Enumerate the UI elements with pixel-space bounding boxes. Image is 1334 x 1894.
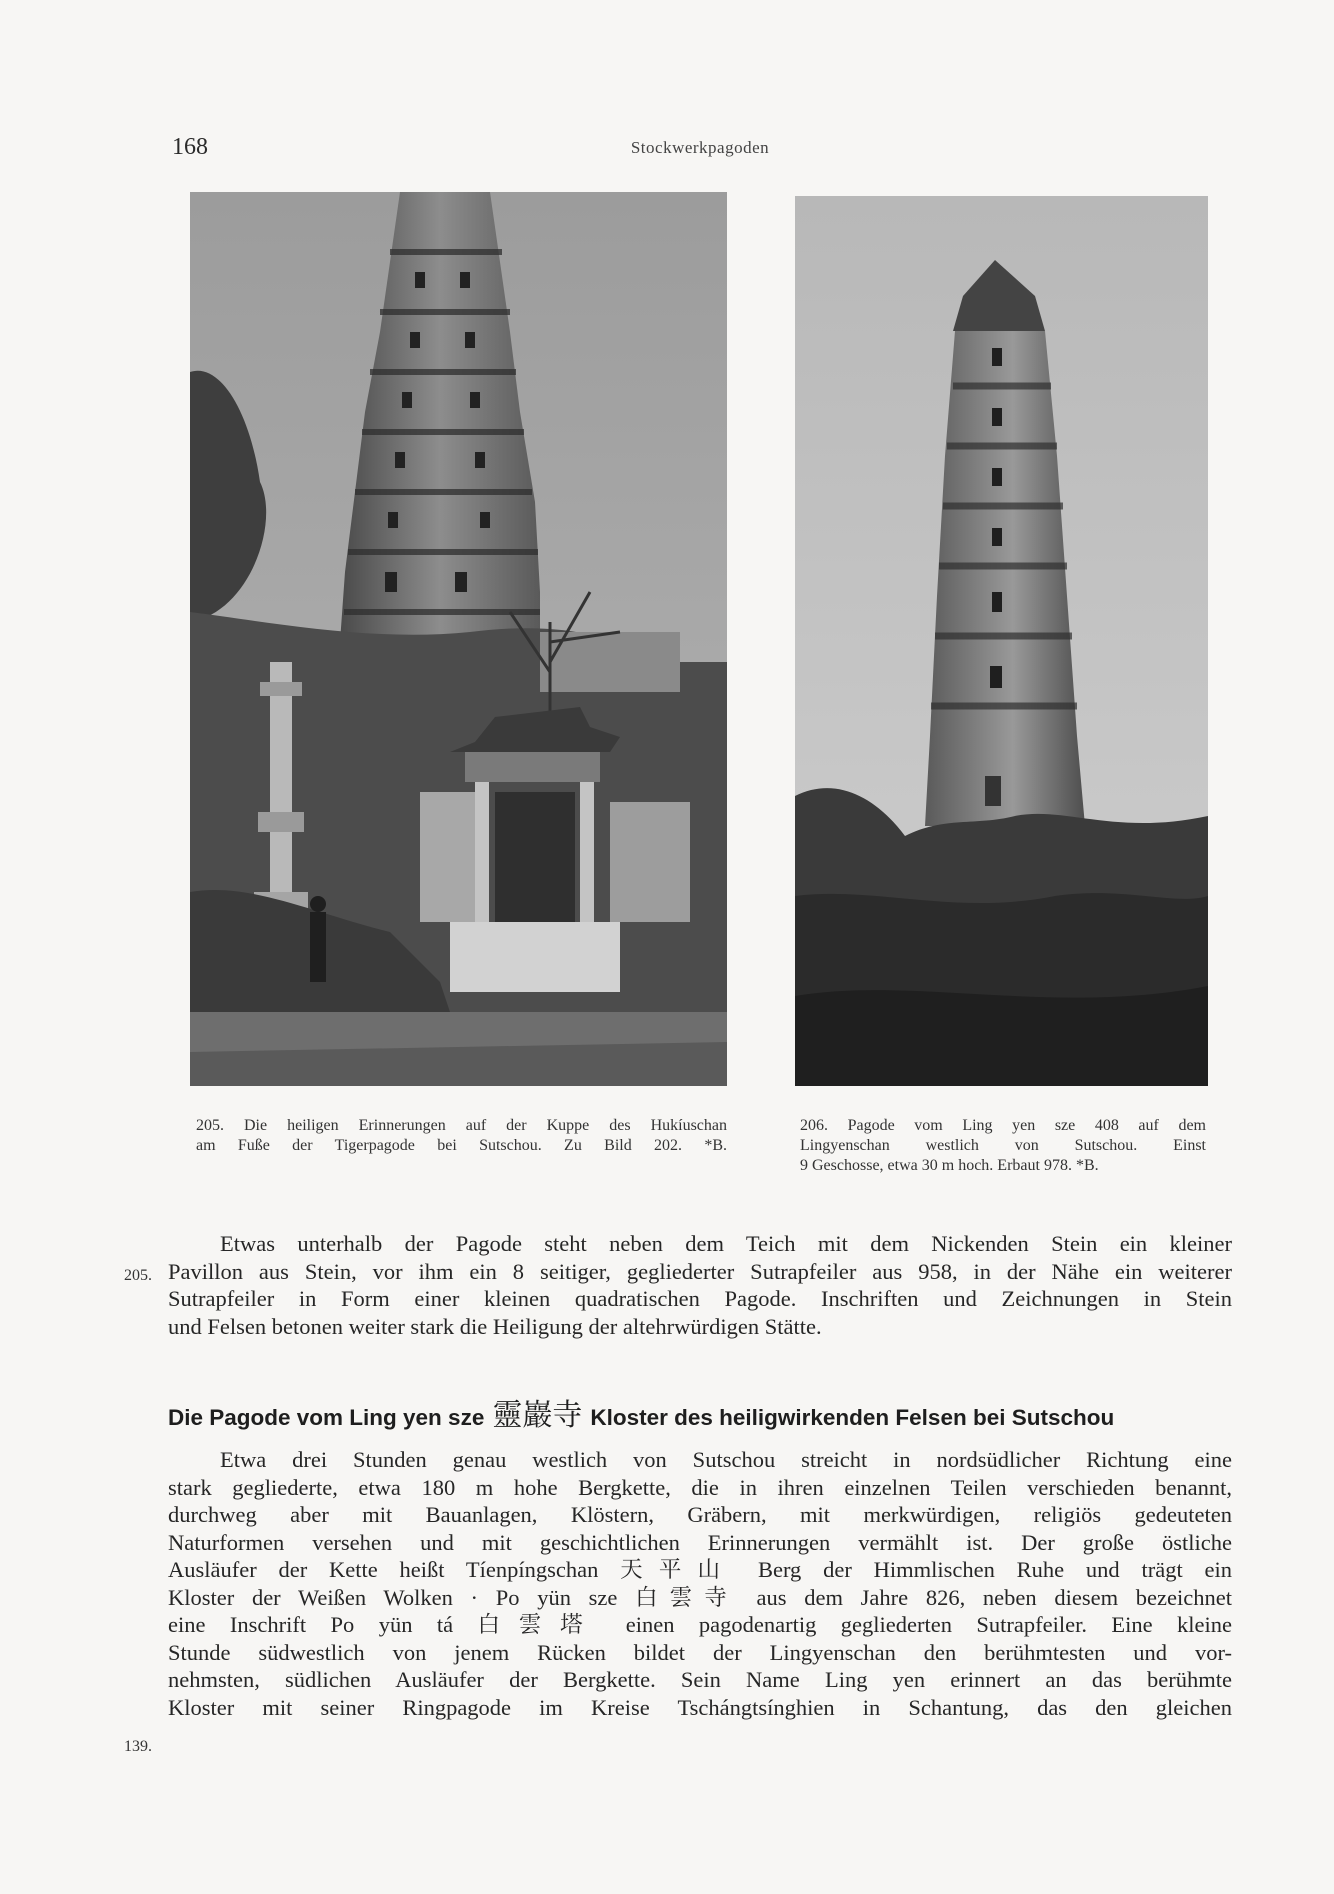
text-line: Kloster mit seiner Ringpagode im Kreise Tschángtsínghien in Schantung, das den gleichen <box>168 1694 1232 1720</box>
heading-text-cont: Kloster des heiligwirkenden Felsen bei Sutschou <box>590 1405 1115 1430</box>
text-line: Naturformen versehen und mit geschichtlichen Erinnerungen vermählt ist. Der große östliche <box>168 1529 1232 1555</box>
page-number: 168 <box>172 134 208 160</box>
caption-line: Lingyenschan westlich von Sutschou. Einst <box>800 1137 1206 1154</box>
paragraph-lingyen <box>168 1446 1232 1721</box>
margin-reference-139: 139. <box>124 1738 152 1755</box>
heading-chinese: 靈巖寺 <box>492 1398 583 1433</box>
caption-figure-205 <box>196 1116 727 1156</box>
caption-line: 206. Pagode vom Ling yen sze 408 auf dem <box>800 1117 1206 1134</box>
text-line: Stunde südwestlich von jenem Rücken bildet der Lingyenschan den berühmtesten und vor- <box>168 1639 1232 1665</box>
text-line: eine Inschrift Po yün tá 白雲塔 einen pagodenartig gegliederten Sutrapfeiler. Eine kleine <box>168 1612 1232 1637</box>
text-line: Pavillon aus Stein, vor ihm ein 8 seitiger, gegliederter Sutrapfeiler aus 958, in der Nähe ein weiterer <box>168 1258 1232 1284</box>
text-line: stark gegliederte, etwa 180 m hohe Bergkette, die in ihren einzelnen Teilen verschieden benannt, <box>168 1474 1232 1500</box>
caption-line: 205. Die heiligen Erinnerungen auf der Kuppe des Hukíuschan <box>196 1117 727 1134</box>
text-line: Sutrapfeiler in Form einer kleinen quadratischen Pagode. Inschriften und Zeichnungen in Stein <box>168 1286 1232 1311</box>
caption-line: 9 Geschosse, etwa 30 m hoch. Erbaut 978. *B. <box>800 1157 1099 1174</box>
running-title: Stockwerkpagoden <box>630 138 770 157</box>
caption-line: am Fuße der Tigerpagode bei Sutschou. Zu Bild 202. *B. <box>196 1137 727 1154</box>
text-line: Etwas unterhalb der Pagode steht neben dem Teich mit dem Nickenden Stein ein kleiner <box>220 1231 1232 1256</box>
text-line: Etwa drei Stunden genau westlich von Sutschou streicht in nordsüdlicher Richtung eine <box>220 1447 1232 1472</box>
text-line: Ausläufer der Kette heißt Tíenpíngschan 天平山 Berg der Himmlischen Ruhe und trägt ein <box>168 1557 1232 1582</box>
photo-tiger-pagoda <box>190 192 727 1086</box>
margin-reference-205: 205. <box>124 1267 152 1284</box>
caption-figure-206 <box>800 1116 1206 1176</box>
heading-text: Die Pagode vom Ling yen sze <box>168 1405 485 1430</box>
text-line: durchweg aber mit Bauanlagen, Klöstern, Gräbern, mit merkwürdigen, religiös gedeuteten <box>168 1502 1232 1527</box>
section-heading <box>168 1390 1232 1434</box>
paragraph-pavilion <box>168 1230 1232 1340</box>
photo-lingyen-pagoda <box>795 196 1208 1086</box>
text-line: Kloster der Weißen Wolken · Po yün sze 白雲寺 aus dem Jahre 826, neben diesem bezeichnet <box>168 1584 1232 1610</box>
text-line: nehmsten, südlichen Ausläufer der Bergkette. Sein Name Ling yen erinnert an das berühmte <box>168 1667 1232 1692</box>
text-line: und Felsen betonen weiter stark die Heiligung der altehrwürdigen Stätte. <box>168 1313 822 1339</box>
